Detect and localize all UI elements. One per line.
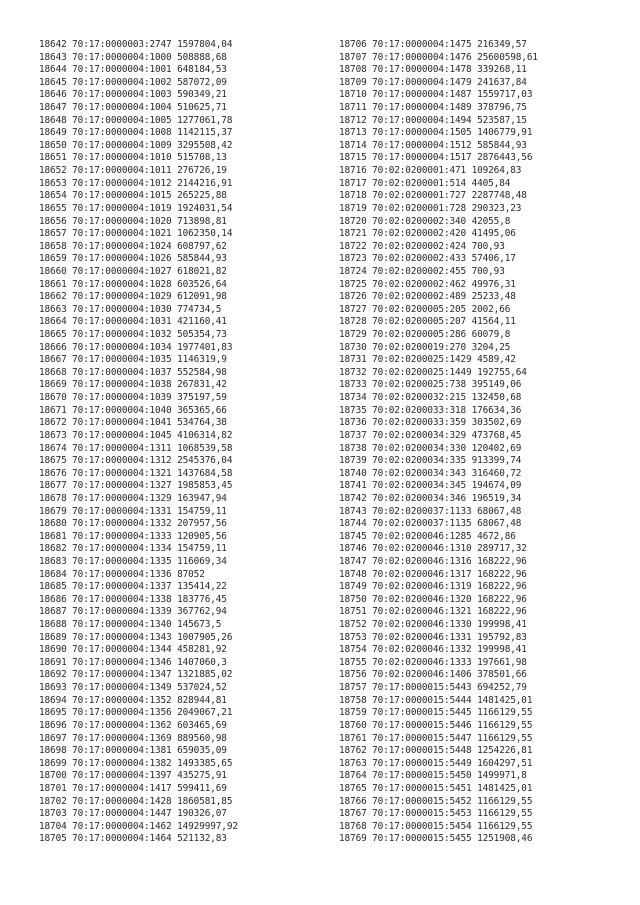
list-item [39,417,238,430]
list-item [39,127,238,140]
list-item [39,64,238,77]
record-text: 18764 70:17:0000015:5450 1499971,8 [339,770,527,782]
list-item [39,682,238,695]
list-item [339,707,538,720]
record-text: 18698 70:17:0000004:1381 659035,09 [39,745,227,757]
record-text: 18687 70:17:0000004:1339 367762,94 [39,606,227,618]
record-text: 18668 70:17:0000004:1037 552584,98 [39,366,227,378]
list-item [339,556,538,569]
record-text: 18724 70:02:0200002:455 700,93 [339,265,505,277]
record-text: 18646 70:17:0000004:1003 590349,21 [39,89,227,101]
record-text: 18689 70:17:0000004:1343 1007905,26 [39,631,233,643]
list-item [339,430,538,443]
record-text: 18713 70:17:0000004:1505 1406779,91 [339,127,533,139]
record-text: 18658 70:17:0000004:1024 608797,62 [39,240,227,252]
record-text: 18718 70:02:0200001:727 2287748,48 [339,190,527,202]
list-item [39,506,238,519]
list-item [39,594,238,607]
record-text: 18651 70:17:0000004:1010 515708,13 [39,152,227,164]
record-text: 18761 70:17:0000015:5447 1166129,55 [339,732,533,744]
record-text: 18650 70:17:0000004:1009 3295508,42 [39,139,233,151]
list-item [339,291,538,304]
record-text: 18714 70:17:0000004:1512 585844,93 [339,139,527,151]
list-item [39,304,238,317]
list-item [39,468,238,481]
list-item [339,77,538,90]
record-text: 18733 70:02:0200025:738 395149,06 [339,379,522,391]
list-item [39,606,238,619]
list-item [339,392,538,405]
record-text: 18669 70:17:0000004:1038 267831,42 [39,379,227,391]
list-item [39,556,238,569]
record-text: 18738 70:02:0200034:330 120402,69 [339,442,522,454]
record-text: 18690 70:17:0000004:1344 458281,92 [39,644,227,656]
list-item [339,279,538,292]
record-text: 18702 70:17:0000004:1428 1860581,85 [39,795,233,807]
record-text: 18677 70:17:0000004:1327 1985853,45 [39,480,233,492]
record-text: 18712 70:17:0000004:1494 523587,15 [339,114,527,126]
record-text: 18744 70:02:0200037:1135 68067,48 [339,518,522,530]
record-text: 18768 70:17:0000015:5454 1166129,55 [339,820,533,832]
record-text: 18707 70:17:0000004:1476 25600598,61 [339,51,538,63]
record-text: 18664 70:17:0000004:1031 421160,41 [39,316,227,328]
record-text: 18697 70:17:0000004:1369 889560,98 [39,732,227,744]
record-text: 18746 70:02:0200046:1310 289717,32 [339,543,527,555]
list-item [39,569,238,582]
list-item [39,329,238,342]
record-text: 18749 70:02:0200046:1319 168222,96 [339,581,527,593]
record-text: 18681 70:17:0000004:1333 120905,56 [39,530,227,542]
record-text: 18740 70:02:0200034:343 316460,72 [339,467,522,479]
list-item [39,178,238,191]
list-item [339,468,538,481]
list-item [339,606,538,619]
record-text: 18662 70:17:0000004:1029 612091,98 [39,291,227,303]
record-text: 18642 70:17:0000003:2747 1597804,04 [39,39,233,50]
list-item [39,405,238,418]
list-item [339,695,538,708]
list-item [39,89,238,102]
record-text: 18721 70:02:0200002:420 41495,06 [339,228,516,240]
list-item [339,216,538,229]
list-item [39,531,238,544]
record-text: 18763 70:17:0000015:5449 1604297,51 [339,757,533,769]
record-text: 18701 70:17:0000004:1417 599411,69 [39,782,227,794]
record-text: 18700 70:17:0000004:1397 435275,91 [39,770,227,782]
list-item [339,682,538,695]
list-item [339,720,538,733]
record-text: 18678 70:17:0000004:1329 163947,94 [39,492,227,504]
list-item [339,632,538,645]
record-text: 18737 70:02:0200034:329 473768,45 [339,429,522,441]
record-text: 18735 70:02:0200033:318 176634,36 [339,404,522,416]
record-text: 18717 70:02:0200001:514 4405,84 [339,177,511,189]
list-item [39,77,238,90]
list-item [39,770,238,783]
record-text: 18720 70:02:0200002:340 42055,8 [339,215,511,227]
record-text: 18705 70:17:0000004:1464 521132,83 [39,833,227,845]
record-text: 18679 70:17:0000004:1331 154759,11 [39,505,227,517]
record-text: 18695 70:17:0000004:1356 2049067,21 [39,707,233,719]
record-text: 18704 70:17:0000004:1462 14929997,92 [39,820,238,832]
record-text: 18672 70:17:0000004:1041 534764,38 [39,417,227,429]
list-item [39,783,238,796]
list-item [39,745,238,758]
record-text: 18719 70:02:0200001:728 290323,23 [339,202,522,214]
list-item [39,266,238,279]
record-text: 18688 70:17:0000004:1340 145673,5 [39,619,222,631]
list-item [339,796,538,809]
record-text: 18665 70:17:0000004:1032 505354,73 [39,329,227,341]
record-text: 18673 70:17:0000004:1045 4106314,82 [39,429,233,441]
record-text: 18643 70:17:0000004:1000 508888,68 [39,51,227,63]
list-item [339,594,538,607]
list-item [39,279,238,292]
record-text: 18730 70:02:0200019:270 3204,25 [339,341,511,353]
list-item [39,392,238,405]
record-text: 18728 70:02:0200005:207 41564,11 [339,316,516,328]
record-text: 18716 70:02:0200001:471 109264,83 [339,165,522,177]
record-text: 18706 70:17:0000004:1475 216349,57 [339,39,527,50]
record-text: 18661 70:17:0000004:1028 603526,64 [39,278,227,290]
record-text: 18655 70:17:0000004:1019 1924031,54 [39,202,233,214]
record-text: 18648 70:17:0000004:1005 1277061,78 [39,114,233,126]
list-item [39,619,238,632]
record-text: 18722 70:02:0200002:424 700,93 [339,240,505,252]
list-item [39,115,238,128]
list-item [39,203,238,216]
list-item [339,253,538,266]
record-text: 18757 70:17:0000015:5443 694252,79 [339,682,527,694]
record-text: 18699 70:17:0000004:1382 1493385,65 [39,757,233,769]
record-text: 18731 70:02:0200025:1429 4589,42 [339,354,516,366]
list-item [339,329,538,342]
record-text: 18708 70:17:0000004:1478 339268,11 [339,64,527,76]
record-text: 18682 70:17:0000004:1334 154759,11 [39,543,227,555]
list-item [339,52,538,65]
record-text: 18747 70:02:0200046:1316 168222,96 [339,555,527,567]
list-item [339,127,538,140]
record-text: 18709 70:17:0000004:1479 241637,84 [339,76,527,88]
list-item [339,808,538,821]
record-text: 18653 70:17:0000004:1012 2144216,91 [39,177,233,189]
list-item [339,455,538,468]
record-text: 18647 70:17:0000004:1004 510625,71 [39,102,227,114]
list-item [39,543,238,556]
record-text: 18675 70:17:0000004:1312 2545376,04 [39,455,233,467]
record-text: 18726 70:02:0200002:489 25233,48 [339,291,516,303]
record-text: 18654 70:17:0000004:1015 265225,88 [39,190,227,202]
list-item [39,480,238,493]
list-item [39,190,238,203]
list-item [339,367,538,380]
record-text: 18723 70:02:0200002:433 57406,17 [339,253,516,265]
list-item [339,304,538,317]
record-text: 18742 70:02:0200034:346 196519,34 [339,492,522,504]
record-text: 18657 70:17:0000004:1021 1062350,14 [39,228,233,240]
list-item [339,64,538,77]
list-item [339,379,538,392]
record-text: 18729 70:02:0200005:286 60079,8 [339,329,511,341]
list-item [339,569,538,582]
record-text: 18767 70:17:0000015:5453 1166129,55 [339,808,533,820]
record-text: 18656 70:17:0000004:1020 713898,81 [39,215,227,227]
list-item [339,657,538,670]
record-text: 18766 70:17:0000015:5452 1166129,55 [339,795,533,807]
record-text: 18755 70:02:0200046:1333 197661,98 [339,656,527,668]
list-item [39,669,238,682]
list-item [339,405,538,418]
list-item [339,443,538,456]
record-text: 18666 70:17:0000004:1034 1977401,83 [39,341,233,353]
list-item [339,758,538,771]
record-text: 18734 70:02:0200032:215 132450,68 [339,392,522,404]
list-item [39,707,238,720]
record-text: 18743 70:02:0200037:1133 68067,48 [339,505,522,517]
record-text: 18745 70:02:0200046:1285 4672,86 [339,530,516,542]
record-text: 18760 70:17:0000015:5446 1166129,55 [339,719,533,731]
list-item [339,783,538,796]
record-text: 18751 70:02:0200046:1321 168222,96 [339,606,527,618]
list-item [339,152,538,165]
list-item [39,720,238,733]
list-item [339,316,538,329]
record-text: 18753 70:02:0200046:1331 195792,83 [339,631,527,643]
list-item [39,695,238,708]
list-item [339,266,538,279]
list-item [339,543,538,556]
record-text: 18715 70:17:0000004:1517 2876443,56 [339,152,533,164]
list-item [339,178,538,191]
list-item [39,833,238,846]
record-text: 18660 70:17:0000004:1027 618021,82 [39,265,227,277]
record-text: 18671 70:17:0000004:1040 365365,66 [39,404,227,416]
left-column [39,39,238,846]
record-text: 18649 70:17:0000004:1008 1142115,37 [39,127,233,139]
record-text: 18711 70:17:0000004:1489 378796,75 [339,102,527,114]
record-text: 18759 70:17:0000015:5445 1166129,55 [339,707,533,719]
record-text: 18683 70:17:0000004:1335 116069,34 [39,555,227,567]
list-item [39,140,238,153]
list-item [339,354,538,367]
list-item [39,796,238,809]
record-text: 18693 70:17:0000004:1349 537024,52 [39,682,227,694]
list-item [39,291,238,304]
record-text: 18754 70:02:0200046:1332 199998,41 [339,644,527,656]
record-text: 18686 70:17:0000004:1338 183776,45 [39,593,227,605]
record-text: 18725 70:02:0200002:462 49976,31 [339,278,516,290]
list-item [39,493,238,506]
record-text: 18684 70:17:0000004:1336 87052 [39,568,205,580]
record-text: 18667 70:17:0000004:1035 1146319,9 [39,354,227,366]
right-column [339,39,538,846]
record-text: 18736 70:02:0200033:359 303502,69 [339,417,522,429]
list-item [39,165,238,178]
list-item [339,770,538,783]
record-text: 18741 70:02:0200034:345 194674,09 [339,480,522,492]
record-text: 18762 70:17:0000015:5448 1254226,81 [339,745,533,757]
list-item [339,821,538,834]
record-text: 18752 70:02:0200046:1330 199998,41 [339,619,527,631]
list-item [339,644,538,657]
list-item [339,102,538,115]
list-item [339,506,538,519]
record-text: 18674 70:17:0000004:1311 1068539,58 [39,442,233,454]
list-item [339,203,538,216]
list-item [339,115,538,128]
record-text: 18670 70:17:0000004:1039 375197,59 [39,392,227,404]
list-item [39,657,238,670]
list-item [39,152,238,165]
list-item [39,821,238,834]
list-item [339,581,538,594]
list-item [39,518,238,531]
list-item [39,228,238,241]
list-item [339,833,538,846]
list-item [39,430,238,443]
list-item [339,165,538,178]
list-item [339,518,538,531]
record-text: 18756 70:02:0200046:1406 378501,66 [339,669,527,681]
list-item [339,480,538,493]
record-text: 18659 70:17:0000004:1026 585844,93 [39,253,227,265]
list-item [339,531,538,544]
record-text: 18765 70:17:0000015:5451 1481425,01 [339,782,533,794]
list-item [39,253,238,266]
list-item [39,52,238,65]
list-item [39,241,238,254]
record-text: 18685 70:17:0000004:1337 135414,22 [39,581,227,593]
record-text: 18645 70:17:0000004:1002 587072,09 [39,76,227,88]
list-item [39,581,238,594]
record-text: 18750 70:02:0200046:1320 168222,96 [339,593,527,605]
list-item [39,342,238,355]
list-item [39,808,238,821]
record-text: 18652 70:17:0000004:1011 276726,19 [39,165,227,177]
list-item [339,140,538,153]
list-item [39,216,238,229]
list-item [339,669,538,682]
list-item [339,89,538,102]
record-text: 18758 70:17:0000015:5444 1481425,01 [339,694,533,706]
list-item [39,443,238,456]
list-item [339,733,538,746]
list-item [339,619,538,632]
list-item [339,417,538,430]
list-item [39,644,238,657]
record-text: 18703 70:17:0000004:1447 190326,07 [39,808,227,820]
record-text: 18663 70:17:0000004:1030 774734,5 [39,303,222,315]
list-item [39,39,238,52]
list-item [339,228,538,241]
list-item [339,493,538,506]
record-text: 18694 70:17:0000004:1352 828944,81 [39,694,227,706]
list-item [39,316,238,329]
list-item [39,354,238,367]
list-item [39,758,238,771]
record-text: 18692 70:17:0000004:1347 1321885,02 [39,669,233,681]
list-item [39,102,238,115]
record-text: 18739 70:02:0200034:335 913399,74 [339,455,522,467]
list-item [339,39,538,52]
list-item [39,455,238,468]
list-item [39,632,238,645]
list-item [339,190,538,203]
record-text: 18769 70:17:0000015:5455 1251908,46 [339,833,533,845]
record-text: 18691 70:17:0000004:1346 1407060,3 [39,656,227,668]
record-text: 18676 70:17:0000004:1321 1437684,58 [39,467,233,479]
list-item [339,241,538,254]
list-item [339,342,538,355]
list-item [39,379,238,392]
record-text: 18710 70:17:0000004:1487 1559717,03 [339,89,533,101]
record-text: 18727 70:02:0200005:205 2002,66 [339,303,511,315]
record-text: 18680 70:17:0000004:1332 207957,56 [39,518,227,530]
record-text: 18748 70:02:0200046:1317 168222,96 [339,568,527,580]
record-text: 18696 70:17:0000004:1362 603465,69 [39,719,227,731]
record-text: 18644 70:17:0000004:1001 648184,53 [39,64,227,76]
record-text: 18732 70:02:0200025:1449 192755,64 [339,366,527,378]
list-item [339,745,538,758]
list-item [39,367,238,380]
list-item [39,733,238,746]
